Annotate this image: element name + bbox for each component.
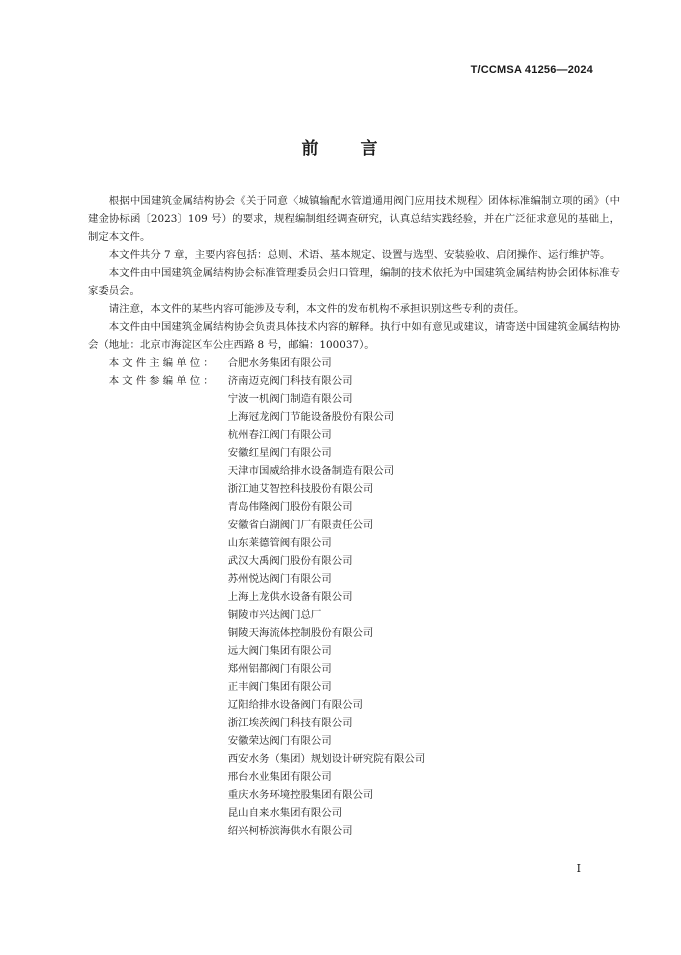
co-editors-label: 本文件参编单位： (108, 375, 217, 387)
co-editor-org: 西安水务（集团）规划设计研究院有限公司 (227, 753, 426, 765)
foreword-body (88, 192, 620, 840)
paragraph-2: 本文件共分 7 章，主要内容包括：总则、术语、基本规定、设置与选型、安装验收、启闭操作、运行维护等。 (108, 249, 611, 261)
co-editor-org: 山东莱德管阀有限公司 (227, 537, 332, 549)
co-editor-org: 辽阳给排水设备阀门有限公司 (227, 699, 363, 711)
document-code: T/CCMSA 41256—2024 (470, 64, 593, 76)
title-char-2: 言 (360, 139, 380, 159)
co-editor-org: 天津市国威给排水设备制造有限公司 (227, 465, 395, 477)
co-editor-org: 邢台水业集团有限公司 (227, 771, 332, 783)
paragraph-3: 本文件由中国建筑金属结构协会标准管理委员会归口管理，编制的技术依托为中国建筑金属结构协会团体标准专家委员会。 (88, 267, 620, 297)
paragraph-4: 请注意，本文件的某些内容可能涉及专利，本文件的发布机构不承担识别这些专利的责任。 (108, 303, 525, 315)
page-title (0, 134, 681, 159)
co-editor-org: 远大阀门集团有限公司 (227, 645, 332, 657)
chief-editor-row (88, 354, 620, 372)
co-editor-org: 武汉大禹阀门股份有限公司 (227, 555, 353, 567)
paragraph-1: 根据中国建筑金属结构协会《关于同意〈城镇输配水管道通用阀门应用技术规程〉团体标准编制立项的函》（中建金协标函〔2023〕109 号）的要求，规程编制组经调查研究，认真总结实践经验，并在广泛征求意见的基础上，制定本文件。 (88, 195, 620, 243)
co-editor-org: 铜陵市兴达阀门总厂 (227, 609, 322, 621)
co-editor-org: 浙江迪艾智控科技股份有限公司 (227, 483, 374, 495)
co-editor-org: 安徽省白湖阀门厂有限责任公司 (227, 519, 374, 531)
chief-editor-org: 合肥水务集团有限公司 (227, 357, 332, 369)
co-editor-org: 铜陵天海流体控制股份有限公司 (227, 627, 374, 639)
co-editor-org: 青岛伟隆阀门股份有限公司 (227, 501, 353, 513)
title-char-1: 前 (301, 139, 321, 159)
co-editor-org: 郑州铝都阀门有限公司 (227, 663, 332, 675)
co-editor-org: 正丰阀门集团有限公司 (227, 681, 332, 693)
co-editor-org: 上海冠龙阀门节能设备股份有限公司 (227, 411, 395, 423)
co-editors-row (88, 372, 620, 840)
chief-editor-label: 本文件主编单位： (108, 357, 217, 369)
co-editor-org: 宁波一机阀门制造有限公司 (227, 393, 353, 405)
co-editor-org: 苏州悦达阀门有限公司 (227, 573, 332, 585)
co-editor-org: 昆山自来水集团有限公司 (227, 807, 343, 819)
co-editor-org: 浙江埃茨阀门科技有限公司 (227, 717, 353, 729)
page-number: I (576, 862, 581, 875)
co-editor-org: 安徽红星阀门有限公司 (227, 447, 332, 459)
paragraph-5: 本文件由中国建筑金属结构协会负责具体技术内容的解释。执行中如有意见或建议，请寄送中国建筑金属结构协会（地址：北京市海淀区车公庄西路 8 号，邮编：100037）。 (88, 321, 620, 351)
co-editor-org: 上海上龙供水设备有限公司 (227, 591, 353, 603)
co-editors-list (228, 372, 425, 840)
co-editor-org: 杭州春江阀门有限公司 (227, 429, 332, 441)
co-editor-org: 济南迈克阀门科技有限公司 (227, 375, 353, 387)
co-editor-org: 重庆水务环境控股集团有限公司 (227, 789, 374, 801)
co-editor-org: 绍兴柯桥滨海供水有限公司 (227, 825, 353, 837)
co-editor-org: 安徽荣达阀门有限公司 (227, 735, 332, 747)
